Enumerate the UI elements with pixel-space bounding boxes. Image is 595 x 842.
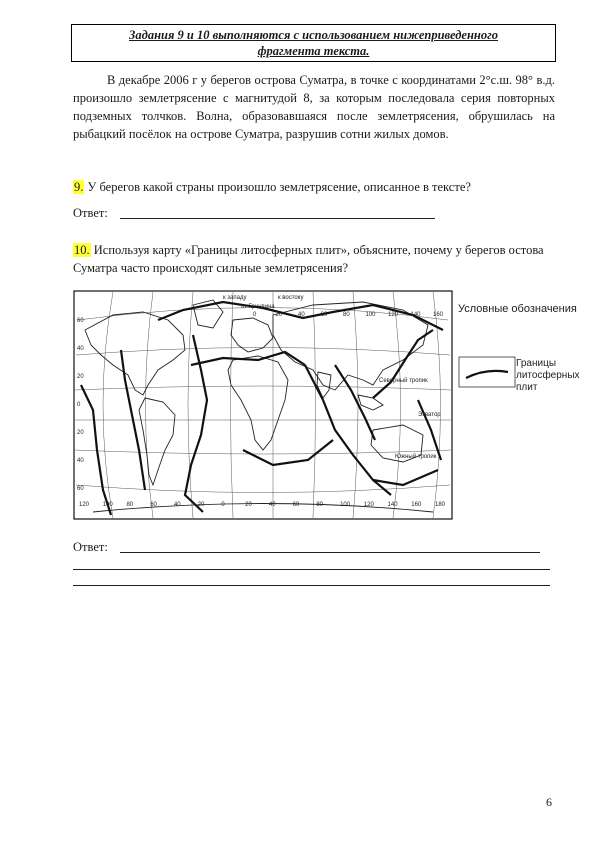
legend-title: Условные обозначения: [458, 303, 577, 315]
lat-nums-label: 20: [77, 430, 84, 436]
map-label-equator: Экватор: [418, 412, 441, 418]
answer-9-label: Ответ:: [73, 206, 108, 220]
top-nums-label: 80: [343, 312, 350, 318]
page-number: 6: [546, 795, 552, 809]
lat-nums-label: 40: [77, 346, 84, 352]
bottom-nums-label: 100: [340, 502, 351, 508]
map-label-west: к западу: [223, 295, 247, 301]
lat-nums-label: 60: [77, 318, 84, 324]
map-svg: [73, 290, 453, 520]
map-label-tropic-south: Южный тропик: [395, 454, 437, 460]
bottom-nums-label: 40: [268, 502, 276, 508]
lat-nums-label: 40: [77, 458, 84, 464]
lat-nums-label: 20: [77, 374, 84, 380]
answer-10-label: Ответ:: [73, 540, 108, 554]
bottom-nums-label: 60: [292, 502, 300, 508]
bottom-nums-label: 20: [197, 502, 205, 508]
map-label-east: к востоку: [278, 295, 304, 301]
bottom-nums-label: 140: [387, 502, 398, 508]
top-nums-label: 0: [253, 312, 257, 318]
lat-nums-label: 0: [77, 402, 81, 408]
bottom-nums-label: 40: [173, 502, 181, 508]
top-nums-label: 140: [410, 312, 421, 318]
task-header-box: [71, 24, 556, 62]
header-line-1: Задания 9 и 10 выполняются с использованием нижеприведенного: [129, 28, 498, 42]
question-10-text: Используя карту «Границы литосферных плит», объясните, почему у берегов остова Суматра часто происходят сильные землетрясения?: [73, 243, 544, 275]
lithosphere-plates-map: [73, 290, 453, 520]
top-nums-label: 120: [388, 312, 399, 318]
bottom-nums-label: 160: [411, 502, 422, 508]
header-line-2: фрагмента текста.: [257, 44, 370, 58]
question-9-number: 9.: [74, 180, 84, 194]
question-10: [73, 241, 555, 277]
bottom-nums-label: 80: [316, 502, 324, 508]
answer-10-line-3[interactable]: [73, 585, 550, 586]
answer-10-line-2[interactable]: [73, 569, 550, 570]
map-label-greenwich: от Гринвича: [241, 304, 275, 310]
bottom-nums-label: 80: [126, 502, 134, 508]
question-10-number: 10.: [74, 243, 90, 257]
question-9-text: У берегов какой страны произошло землетрясение, описанное в тексте?: [87, 180, 471, 194]
legend-item-label: Границы литосферных плит: [516, 358, 580, 393]
bottom-nums-label: 20: [245, 502, 252, 508]
bottom-nums-label: 100: [102, 502, 113, 508]
question-9: [73, 178, 555, 196]
lat-nums-label: 60: [77, 486, 84, 492]
top-nums-label: 60: [320, 312, 328, 318]
bottom-nums-label: 60: [150, 502, 157, 508]
map-label-tropic-north: Северный тропик: [379, 378, 428, 384]
top-nums-label: 100: [365, 312, 376, 318]
bottom-nums-label: 0: [221, 502, 225, 508]
bottom-nums-label: 120: [79, 502, 90, 508]
answer-10-line-1[interactable]: [120, 552, 540, 553]
bottom-nums-label: 180: [435, 502, 446, 508]
top-nums-label: 160: [433, 312, 444, 318]
bottom-nums-label: 120: [363, 502, 374, 508]
top-nums-label: 20: [275, 312, 283, 318]
source-paragraph: В декабре 2006 г у берегов острова Суматра, в точке с координатами 2°с.ш. 98° в.д. произошло землетрясение с магнитудой 8, за которым последовала серия повторных подземных толчков. Волна, образовавшаяся после землетрясения, обрушилась на рыбацкий посёлок на острове Суматра, разрушив сотни жилых домов.: [73, 73, 555, 141]
answer-9-line[interactable]: [120, 218, 435, 219]
top-nums-label: 40: [298, 312, 305, 318]
